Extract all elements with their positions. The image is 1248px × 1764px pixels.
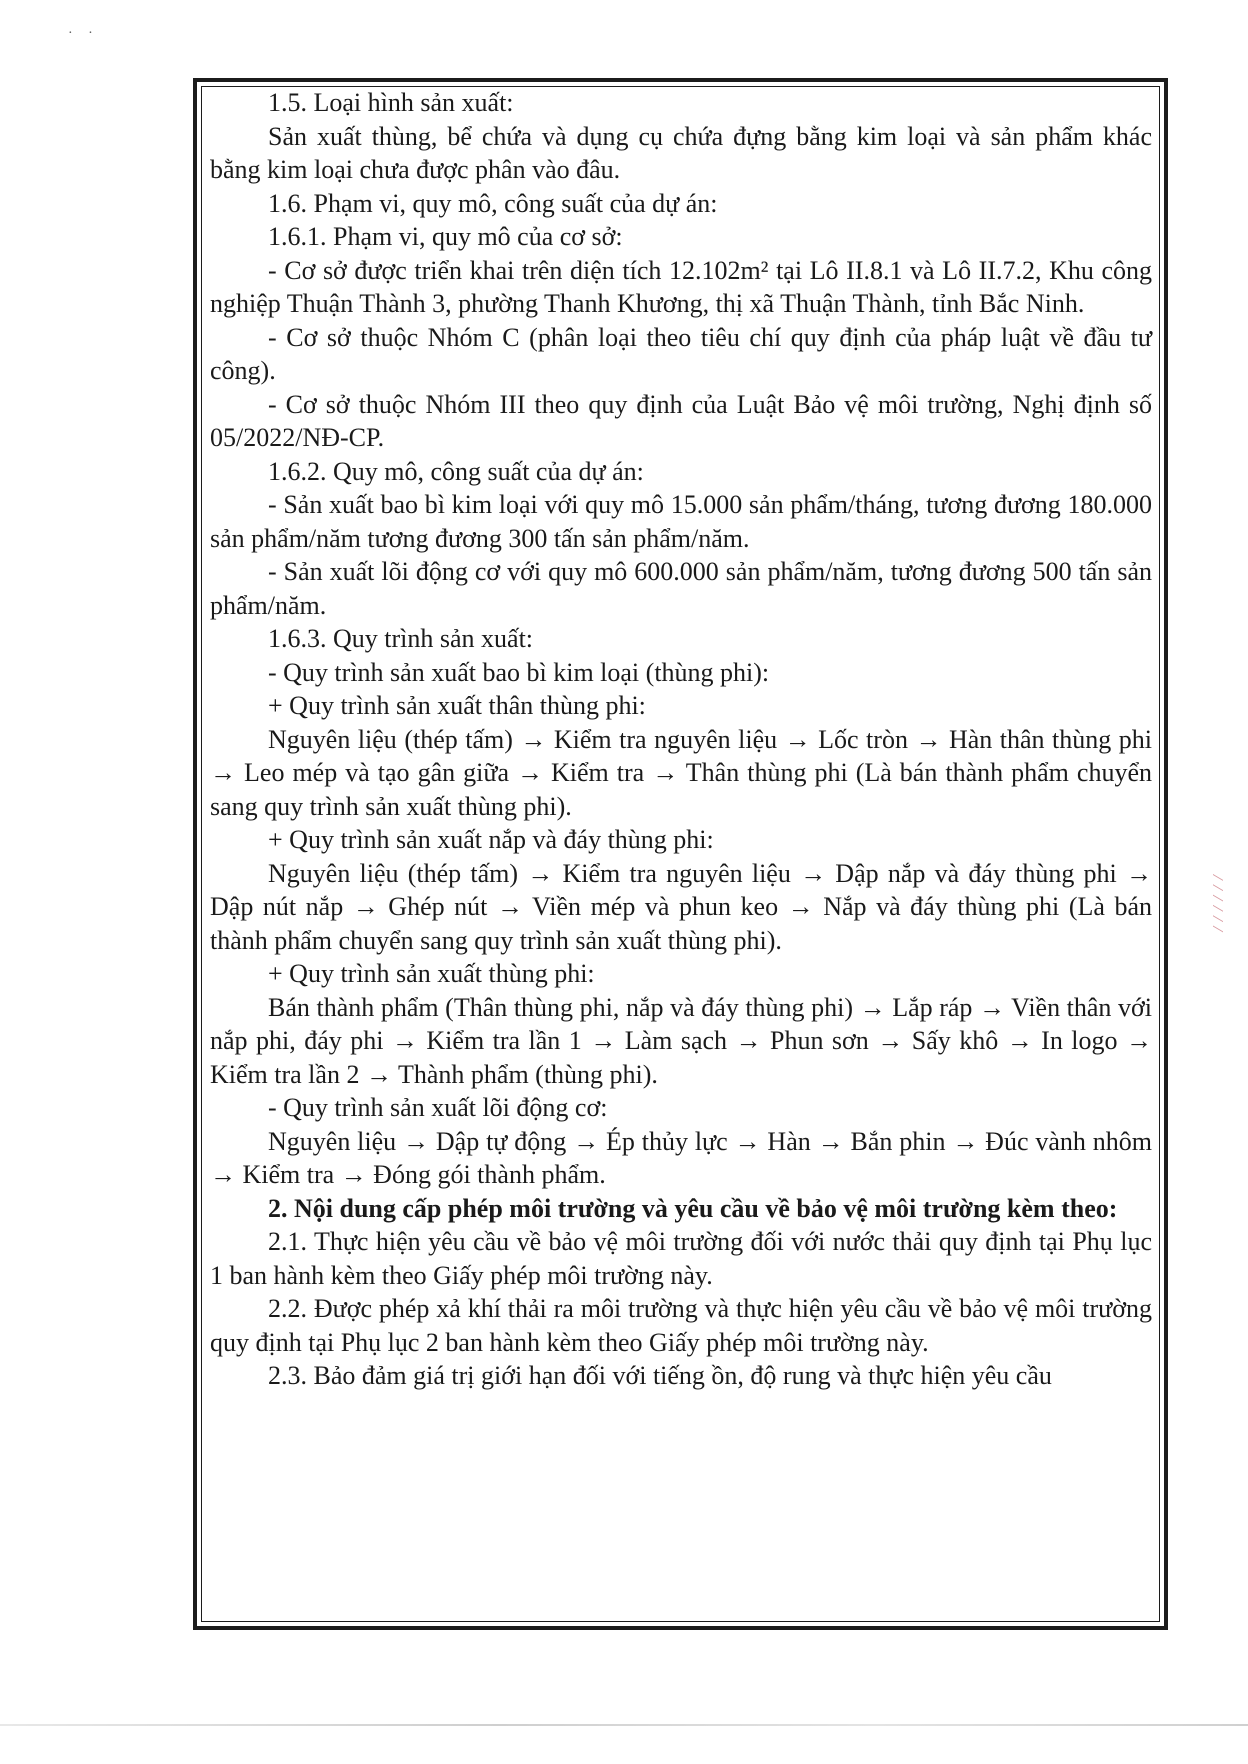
paragraph-1-6-3: 1.6.3. Quy trình sản xuất: bbox=[268, 624, 534, 653]
paragraph-1-6-1: 1.6.1. Phạm vi, quy mô của cơ sở: bbox=[268, 222, 623, 251]
paragraph-2-1: 2.1. Thực hiện yêu cầu về bảo vệ môi trường đối với nước thải quy định tại Phụ lục 1 ban hành kèm theo Giấy phép môi trường này. bbox=[210, 1227, 1152, 1290]
document-body bbox=[210, 86, 1152, 1393]
paragraph-lid-flow: Nguyên liệu (thép tấm) → Kiểm tra nguyên liệu → Dập nắp và đáy thùng phi → Dập nút nắp → Ghép nút → Viền mép và phun keo → Nắp và đáy thùng phi (Là bán thành phẩm chuyển sang quy trình sản xuất thùng phi). bbox=[210, 858, 1152, 955]
paragraph-production-type: Sản xuất thùng, bể chứa và dụng cụ chứa đựng bằng kim loại và sản phẩm khác bằng kim loại chưa được phân vào đâu. bbox=[210, 121, 1152, 184]
paragraph-1-6: 1.6. Phạm vi, quy mô, công suất của dự án: bbox=[268, 188, 718, 218]
paragraph-2-3: 2.3. Bảo đảm giá trị giới hạn đối với tiếng ồn, độ rung và thực hiện yêu cầu bbox=[268, 1361, 1052, 1390]
paragraph-1-5: 1.5. Loại hình sản xuất: bbox=[268, 88, 514, 117]
paragraph-2-2: 2.2. Được phép xả khí thải ra môi trường và thực hiện yêu cầu về bảo vệ môi trường quy định tại Phụ lục 2 ban hành kèm theo Giấy phép môi trường này. bbox=[210, 1294, 1152, 1357]
paragraph-drum-process: - Quy trình sản xuất bao bì kim loại (thùng phi): bbox=[268, 657, 770, 687]
paragraph-drum-body-process: + Quy trình sản xuất thân thùng phi: bbox=[268, 691, 646, 720]
paragraph-group-iii: - Cơ sở thuộc Nhóm III theo quy định của Luật Bảo vệ môi trường, Nghị định số 05/2022/NĐ-CP. bbox=[210, 389, 1152, 452]
paragraph-drum-body-flow: Nguyên liệu (thép tấm) → Kiểm tra nguyên liệu → Lốc tròn → Hàn thân thùng phi → Leo mép và tạo gân giữa → Kiểm tra → Thân thùng phi (Là bán thành phẩm chuyển sang quy trình sản xuất thùng phi). bbox=[210, 724, 1152, 821]
paragraph-1-6-2: 1.6.2. Quy mô, công suất của dự án: bbox=[268, 456, 644, 486]
paragraph-drum-assembly-process: + Quy trình sản xuất thùng phi: bbox=[268, 959, 595, 988]
scan-specks: · · bbox=[68, 26, 99, 41]
scan-edge-line bbox=[0, 1724, 1248, 1726]
paragraph-site-area: - Cơ sở được triển khai trên diện tích 12.102m² tại Lô II.8.1 và Lô II.7.2, Khu công nghiệp Thuận Thành 3, phường Thanh Khương, thị xã Thuận Thành, tỉnh Bắc Ninh. bbox=[210, 255, 1152, 318]
paragraph-group-c: - Cơ sở thuộc Nhóm C (phân loại theo tiêu chí quy định của pháp luật về đầu tư công). bbox=[210, 322, 1152, 385]
paragraph-motor-core-flow: Nguyên liệu → Dập tự động → Ép thủy lực → Hàn → Bắn phin → Đúc vành nhôm → Kiểm tra → Đóng gói thành phẩm. bbox=[210, 1126, 1152, 1189]
paragraph-drum-assembly-flow: Bán thành phẩm (Thân thùng phi, nắp và đáy thùng phi) → Lắp ráp → Viền thân với nắp phi, đáy phi → Kiểm tra lần 1 → Làm sạch → Phun sơn → Sấy khô → In logo → Kiểm tra lần 2 → Thành phẩm (thùng phi). bbox=[210, 992, 1152, 1089]
paragraph-packaging-capacity: - Sản xuất bao bì kim loại với quy mô 15.000 sản phẩm/tháng, tương đương 180.000 sản phẩm/năm tương đương 300 tấn sản phẩm/năm. bbox=[210, 490, 1152, 553]
paragraph-motor-core-process: - Quy trình sản xuất lõi động cơ: bbox=[268, 1093, 608, 1122]
margin-stamp-mark: ⁄ ⁄ ⁄ ⁄ ⁄ ⁄ bbox=[1212, 874, 1227, 930]
paragraph-motor-core-capacity: - Sản xuất lõi động cơ với quy mô 600.000 sản phẩm/năm, tương đương 500 tấn sản phẩm/năm. bbox=[210, 557, 1152, 620]
paragraph-lid-process: + Quy trình sản xuất nắp và đáy thùng phi: bbox=[268, 825, 714, 854]
section-2-heading: 2. Nội dung cấp phép môi trường và yêu cầu về bảo vệ môi trường kèm theo: bbox=[268, 1193, 1118, 1223]
